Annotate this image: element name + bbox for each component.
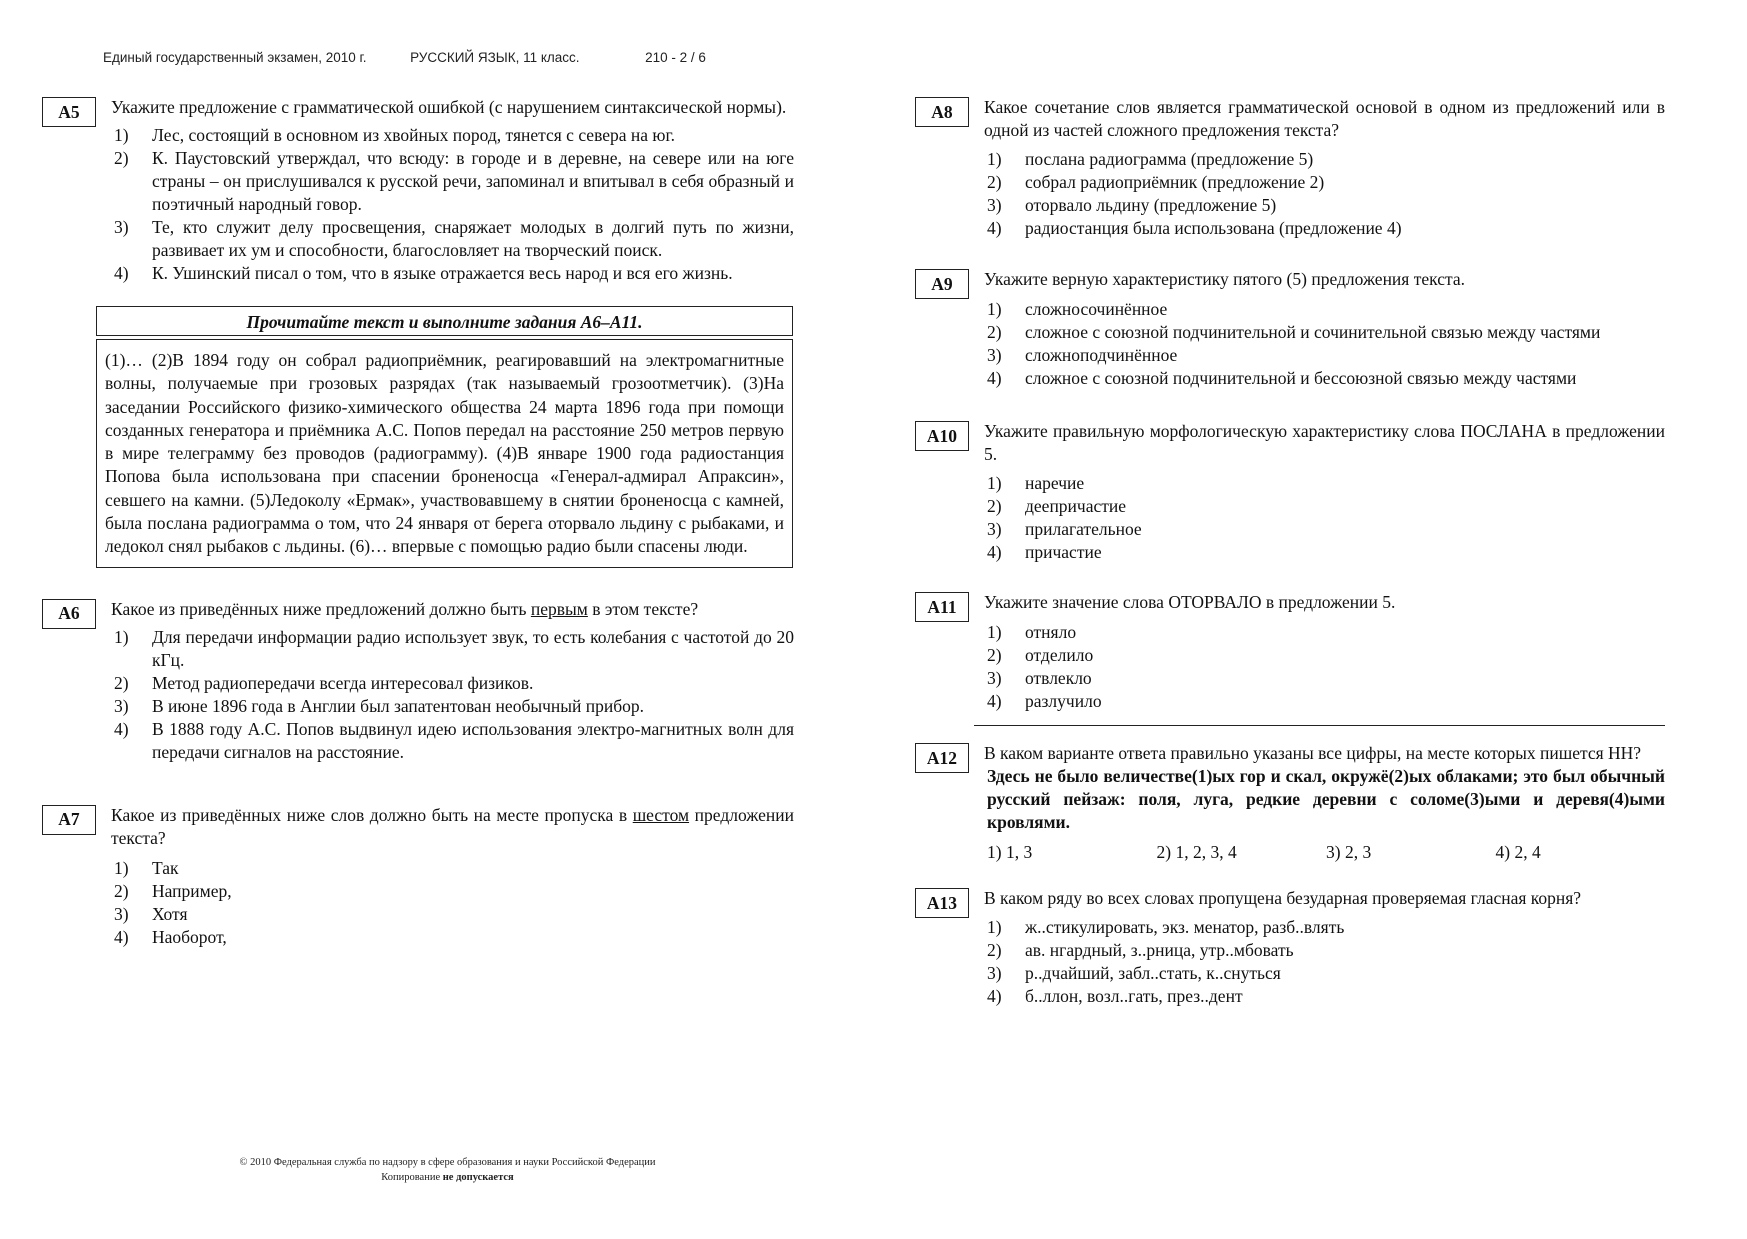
right-column bbox=[915, 96, 1665, 1008]
option: 2) сложное с союзной подчинительной и сочинительной связью между частями bbox=[987, 322, 1601, 342]
option: 2) ав. нгардный, з..рница, утр..мбовать bbox=[987, 940, 1294, 960]
task-a13 bbox=[915, 887, 1665, 1008]
question-text: Какое из приведённых ниже предложений должно быть первым в этом тексте? bbox=[111, 598, 699, 619]
options-list bbox=[42, 857, 794, 949]
task-label: А6 bbox=[42, 599, 96, 629]
option: 1) сложносочинённое bbox=[987, 299, 1168, 319]
page-header bbox=[103, 50, 706, 65]
task-label: А11 bbox=[915, 592, 969, 622]
task-a10 bbox=[915, 420, 1665, 564]
question-text: Укажите верную характеристику пятого (5) предложения текста. bbox=[984, 269, 1465, 289]
task-label: А13 bbox=[915, 888, 969, 918]
option: 4) 2, 4 bbox=[1495, 842, 1541, 862]
option: 3) оторвало льдину (предложение 5) bbox=[987, 195, 1277, 215]
question-passage: Здесь не было величестве(1)ых гор и скал, окружё(2)ых облаками; это был обычный русский пейзаж: поля, луга, редкие деревни с соломе(3)ыми и деревя(4)ыми кровлями. bbox=[987, 766, 1665, 832]
option: 4) радиостанция была использована (предложение 4) bbox=[987, 218, 1402, 238]
left-column bbox=[42, 96, 794, 949]
option: 2) К. Паустовский утверждал, что всюду: в городе и в деревне, на севере или на юге страны – он прислушивался к русской речи, запоминал и впитывал в себя образный и поэтичный народный говор. bbox=[114, 148, 794, 214]
option: 3) отвлекло bbox=[987, 668, 1092, 688]
option: 3) сложноподчинённое bbox=[987, 345, 1178, 365]
options-list bbox=[42, 626, 794, 764]
option: 3) В июне 1896 года в Англии был запатентован необычный прибор. bbox=[114, 695, 645, 716]
option: 1) ж..стикулировать, экз. менатор, разб..влять bbox=[987, 917, 1345, 937]
option: 2) деепричастие bbox=[987, 496, 1127, 516]
reading-title: Прочитайте текст и выполните задания А6–А11. bbox=[96, 306, 793, 336]
reading-text: (1)… (2)В 1894 году он собрал радиоприёмник, реагировавший на электромагнитные волны, получаемые при грозовых разрядах (так называемый грозоотметчик). (3)На заседании Российского физико-химического общества 24 марта 1896 года при помощи созданных генератора и приёмника А.С. Попов передал на расстояние 250 метров первую в мире телеграмму без проводов (радиограмму). (4)В январе 1900 года радиостанция Попова была использована при спасении броненосца «Генерал-адмирал Апраксин», севшего на камни. (5)Ледоколу «Ермак», участвовавшему в снятии броненосца с камней, была послана радиограмма о том, что 24 января от берега оторвало льдину с рыбаками, и ледокол снял рыбаков с льдины. (6)… впервые с помощью радио были спасены люди. bbox=[96, 339, 793, 568]
option: 2) собрал радиоприёмник (предложение 2) bbox=[987, 172, 1325, 192]
question-text: Укажите правильную морфологическую характеристику слова ПОСЛАНА в предложении 5. bbox=[984, 421, 1665, 464]
page-number: 210 - 2 / 6 bbox=[645, 50, 706, 65]
options-list bbox=[915, 148, 1665, 240]
task-a6 bbox=[42, 598, 794, 764]
question-text: Укажите значение слова ОТОРВАЛО в предложении 5. bbox=[984, 592, 1396, 612]
option: 4) Наоборот, bbox=[114, 926, 227, 947]
task-a7 bbox=[42, 804, 794, 949]
options-list bbox=[915, 298, 1665, 390]
option: 2) 1, 2, 3, 4 bbox=[1156, 842, 1237, 862]
page-footer bbox=[180, 1155, 715, 1185]
options-inline bbox=[987, 842, 1665, 863]
option: 1) Для передачи информации радио использует звук, то есть колебания с частотой до 20 кГц. bbox=[114, 626, 794, 670]
option: 1) Так bbox=[114, 857, 179, 878]
subject-title: РУССКИЙ ЯЗЫК, 11 класс. bbox=[410, 50, 580, 65]
option: 4) В 1888 году А.С. Попов выдвинул идею использования электро-магнитных волн для передачи сигналов на расстояние. bbox=[114, 718, 794, 762]
option: 1) 1, 3 bbox=[987, 842, 1033, 862]
option: 3) 2, 3 bbox=[1326, 842, 1372, 862]
option: 4) б..ллон, возл..гать, през..дент bbox=[987, 986, 1243, 1006]
copy-notice: Копирование не допускается bbox=[381, 1172, 514, 1183]
options-list bbox=[42, 124, 794, 285]
copyright-line: © 2010 Федеральная служба по надзору в сфере образования и науки Российской Федерации bbox=[239, 1157, 656, 1168]
option: 1) наречие bbox=[987, 473, 1085, 493]
option: 3) прилагательное bbox=[987, 519, 1142, 539]
task-a12 bbox=[915, 742, 1665, 863]
task-label: А9 bbox=[915, 269, 969, 299]
task-a5 bbox=[42, 96, 794, 285]
exam-title: Единый государственный экзамен, 2010 г. bbox=[103, 50, 367, 65]
task-label: А7 bbox=[42, 805, 96, 835]
options-list bbox=[915, 621, 1665, 713]
option: 3) р..дчайший, забл..стать, к..снуться bbox=[987, 963, 1281, 983]
option: 1) Лес, состоящий в основном из хвойных пород, тянется с севера на юг. bbox=[114, 125, 676, 145]
option: 3) Те, кто служит делу просвещения, снаряжает молодых в долгий путь по жизни, развивает их ум и способности, благословляет на творческий поиск. bbox=[114, 217, 794, 260]
question-text: Укажите предложение с грамматической ошибкой (с нарушением синтаксической нормы). bbox=[111, 97, 787, 117]
options-list bbox=[915, 916, 1665, 1008]
task-label: А10 bbox=[915, 421, 969, 451]
option: 2) Метод радиопередачи всегда интересовал физиков. bbox=[114, 672, 534, 693]
option: 2) Например, bbox=[114, 880, 232, 901]
option: 4) К. Ушинский писал о том, что в языке отражается весь народ и вся его жизнь. bbox=[114, 263, 733, 283]
task-label: А8 bbox=[915, 97, 969, 127]
task-label: А5 bbox=[42, 97, 96, 127]
task-a11 bbox=[915, 591, 1665, 713]
question-text: В каком варианте ответа правильно указаны все цифры, на месте которых пишется НН? bbox=[984, 743, 1642, 763]
option: 4) разлучило bbox=[987, 691, 1102, 711]
question-text: Какое сочетание слов является грамматической основой в одном из предложений или в одной из частей сложного предложения текста? bbox=[984, 97, 1665, 140]
task-label: А12 bbox=[915, 743, 969, 773]
option: 4) сложное с союзной подчинительной и бессоюзной связью между частями bbox=[987, 368, 1577, 388]
option: 3) Хотя bbox=[114, 903, 188, 924]
task-a8 bbox=[915, 96, 1665, 240]
option: 1) отняло bbox=[987, 622, 1077, 642]
options-list bbox=[915, 472, 1665, 564]
option: 2) отделило bbox=[987, 645, 1094, 665]
option: 1) послана радиограмма (предложение 5) bbox=[987, 149, 1314, 169]
task-a9 bbox=[915, 268, 1665, 390]
question-text: Какое из приведённых ниже слов должно быть на месте пропуска в шестом предложении текста? bbox=[111, 804, 794, 848]
question-text: В каком ряду во всех словах пропущена безударная проверяемая гласная корня? bbox=[984, 888, 1582, 908]
option: 4) причастие bbox=[987, 542, 1102, 562]
